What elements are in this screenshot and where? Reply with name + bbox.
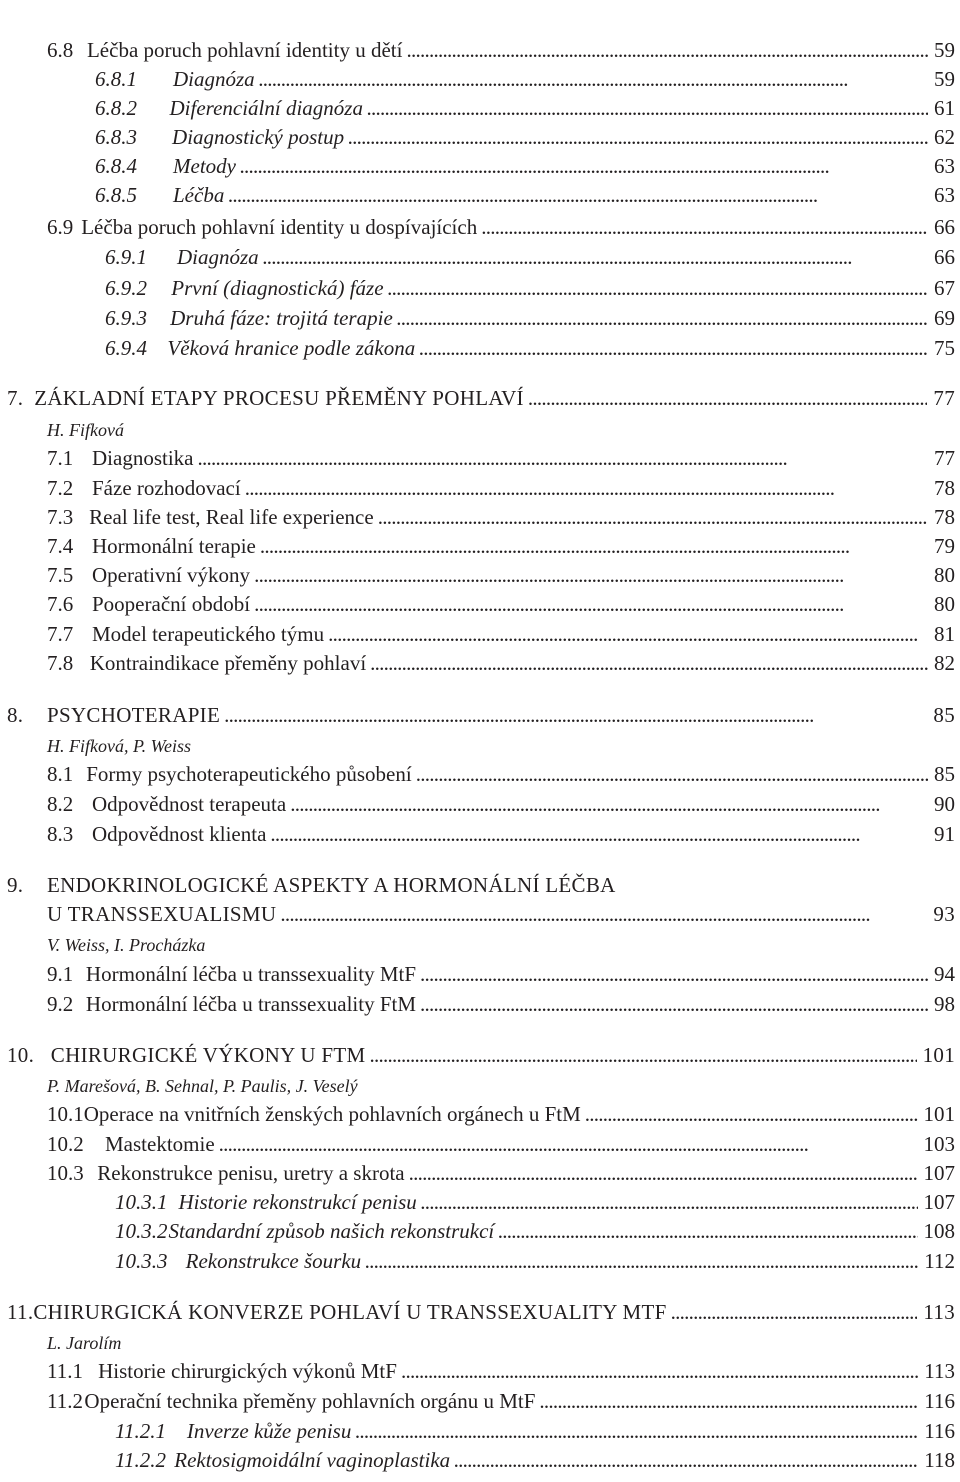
toc-entry: [47, 1389, 955, 1417]
entry-number: 6.8.4: [95, 154, 137, 178]
entry-number: 8.2: [47, 792, 74, 816]
entry-number: 10.3.3: [115, 1249, 168, 1273]
page-number: 81: [934, 622, 955, 646]
leader-dots: [498, 1219, 917, 1244]
page-number: 67: [934, 276, 955, 300]
page-number: 113: [924, 1359, 955, 1383]
entry-title: Léčba poruch pohlavní identity u dospívajících: [81, 215, 478, 239]
chapter-row: [7, 1043, 955, 1071]
toc-entry: [47, 822, 955, 850]
toc-entry: [105, 245, 955, 273]
leader-dots: [409, 1161, 918, 1186]
leader-dots: [328, 622, 928, 647]
leader-dots: [365, 1249, 918, 1274]
entry-number: 7.4: [47, 534, 74, 558]
leader-dots: [420, 962, 928, 987]
entry-title: Real life test, Real life experience: [89, 505, 374, 529]
page-number: 94: [934, 962, 955, 986]
entry-title: Druhá fáze: trojitá terapie: [170, 306, 393, 330]
toc-entry: [47, 534, 955, 562]
toc-entry: [95, 183, 955, 211]
entry-number: 10.2: [47, 1132, 84, 1156]
toc-entry: [95, 96, 955, 124]
leader-dots: [240, 154, 928, 179]
page-number: 63: [934, 154, 955, 178]
page-number: 66: [934, 245, 955, 269]
entry-title: Léčba: [173, 183, 225, 207]
leader-dots: [406, 38, 928, 63]
leader-dots: [224, 703, 927, 728]
toc-entry: [47, 38, 955, 66]
entry-number: 11.2.1: [115, 1419, 166, 1443]
chapter-title-first: ENDOKRINOLOGICKÉ ASPEKTY A HORMONÁLNÍ LÉČBA: [47, 873, 616, 897]
page-number: 103: [923, 1132, 955, 1156]
entry-title: Historie rekonstrukcí penisu: [178, 1190, 417, 1214]
entry-title: Formy psychoterapeutického působení: [86, 762, 412, 786]
chapter-author: H. Fifková, P. Weiss: [47, 736, 191, 756]
entry-number: 11.1: [47, 1359, 83, 1383]
chapter-row: [7, 386, 955, 414]
leader-dots: [228, 183, 928, 208]
page-number: 113: [923, 1300, 955, 1324]
toc-entry: [105, 306, 955, 334]
entry-title: Pooperační období: [92, 592, 251, 616]
entry-title: Kontraindikace přeměny pohlaví: [89, 651, 367, 675]
entry-title: Rekonstrukce šourku: [185, 1249, 362, 1273]
leader-dots: [671, 1300, 918, 1325]
toc-entry: [47, 1132, 955, 1160]
leader-dots: [528, 386, 928, 411]
entry-number: 6.8.5: [95, 183, 137, 207]
entry-title: ZÁKLADNÍ ETAPY PROCESU PŘEMĚNY POHLAVÍ: [34, 386, 524, 410]
toc-entry: [95, 67, 955, 95]
leader-dots: [416, 762, 928, 787]
leader-dots: [419, 336, 928, 361]
leader-dots: [585, 1102, 918, 1127]
entry-title: Model terapeutického týmu: [92, 622, 325, 646]
leader-dots: [219, 1132, 918, 1157]
entry-number: 9.: [7, 873, 24, 897]
entry-number: 6.9.2: [105, 276, 147, 300]
toc-entry: [47, 651, 955, 679]
entry-number: 6.8.2: [95, 96, 137, 120]
leader-dots: [378, 505, 928, 530]
toc-entry: [47, 505, 955, 533]
leader-dots: [454, 1448, 918, 1473]
toc-entry: [47, 592, 955, 620]
entry-number: 8.3: [47, 822, 74, 846]
page-number: 98: [934, 992, 955, 1016]
chapter-author: P. Marešová, B. Sehnal, P. Paulis, J. Veselý: [47, 1076, 358, 1096]
page-number: 107: [923, 1190, 955, 1214]
entry-number: 7.2: [47, 476, 74, 500]
entry-title: Standardní způsob našich rekonstrukcí: [168, 1219, 495, 1243]
page-number: 78: [934, 505, 955, 529]
page-number: 59: [934, 38, 955, 62]
entry-title: Rektosigmoidální vaginoplastika: [174, 1448, 451, 1472]
toc-entry: [47, 1161, 955, 1189]
entry-title: Rekonstrukce penisu, uretry a skrota: [97, 1161, 405, 1185]
chapter-title-line1: [7, 873, 616, 901]
page-number: 77: [933, 386, 955, 410]
leader-dots: [348, 125, 928, 150]
page-number: 77: [934, 446, 955, 470]
entry-number: 7.: [7, 386, 24, 410]
leader-dots: [355, 1419, 918, 1444]
toc-entry: [115, 1219, 955, 1247]
entry-number: 6.9.1: [105, 245, 147, 269]
entry-number: 7.6: [47, 592, 74, 616]
toc-entry: [47, 446, 955, 474]
chapter-row: [7, 703, 955, 731]
toc-entry: [115, 1249, 955, 1277]
leader-dots: [420, 992, 928, 1017]
toc-entry: [115, 1419, 955, 1447]
entry-number: 11.: [7, 1300, 34, 1324]
entry-title: Diferenciální diagnóza: [169, 96, 363, 120]
chapter-author: H. Fifková: [47, 420, 124, 440]
page-number: 116: [924, 1419, 955, 1443]
entry-title: První (diagnostická) fáze: [171, 276, 384, 300]
entry-title: Věková hranice podle zákona: [167, 336, 416, 360]
entry-number: 8.: [7, 703, 24, 727]
page-number: 62: [934, 125, 955, 149]
toc-entry: [47, 992, 955, 1020]
toc-entry: [47, 1102, 955, 1130]
toc-entry: [47, 1359, 955, 1387]
leader-dots: [388, 276, 928, 301]
page-number: 79: [934, 534, 955, 558]
entry-number: 9.2: [47, 992, 74, 1016]
entry-title: Historie chirurgických výkonů MtF: [98, 1359, 397, 1383]
entry-number: 6.8: [47, 38, 74, 62]
toc-entry: [105, 336, 955, 364]
page-number: 61: [934, 96, 955, 120]
page-number: 69: [934, 306, 955, 330]
chapter-author: V. Weiss, I. Procházka: [47, 935, 206, 955]
page-number: 118: [924, 1448, 955, 1472]
leader-dots: [254, 592, 928, 617]
entry-number: 7.1: [47, 446, 74, 470]
entry-number: 10.3.2: [115, 1219, 168, 1243]
leader-dots: [367, 96, 928, 121]
toc-entry: [47, 215, 955, 243]
leader-dots: [397, 306, 928, 331]
leader-dots: [254, 563, 928, 588]
page-number: 63: [934, 183, 955, 207]
toc-entry: [47, 563, 955, 591]
entry-title: Diagnóza: [177, 245, 259, 269]
page-number: 112: [924, 1249, 955, 1273]
leader-dots: [401, 1359, 918, 1384]
page-number: 107: [923, 1161, 955, 1185]
entry-title: Mastektomie: [105, 1132, 215, 1156]
toc-entry: [47, 476, 955, 504]
entry-title: Fáze rozhodovací: [92, 476, 241, 500]
entry-number: 7.3: [47, 505, 74, 529]
page-number: 85: [933, 703, 955, 727]
toc-entry: [115, 1448, 955, 1476]
toc-entry: [95, 125, 955, 153]
toc-entry: [105, 276, 955, 304]
entry-title: Hormonální léčba u transsexuality FtM: [85, 992, 417, 1016]
entry-title: Metody: [173, 154, 236, 178]
page-number: 90: [934, 792, 955, 816]
entry-number: 10.3.1: [115, 1190, 168, 1214]
entry-title: Diagnostika: [92, 446, 194, 470]
leader-dots: [290, 792, 928, 817]
entry-title: Léčba poruch pohlavní identity u dětí: [86, 38, 403, 62]
toc-entry: [47, 962, 955, 990]
toc-entry: [95, 154, 955, 182]
entry-title: Operační technika přeměny pohlavních orgánu u MtF: [84, 1389, 536, 1413]
entry-number: 9.1: [47, 962, 74, 986]
entry-title: Operace na vnitřních ženských pohlavních orgánech u FtM: [83, 1102, 581, 1126]
chapter-row: [7, 902, 955, 930]
entry-number: 10.1: [47, 1102, 84, 1126]
leader-dots: [263, 245, 928, 270]
page-number: 91: [934, 822, 955, 846]
entry-number: 6.8.3: [95, 125, 137, 149]
leader-dots: [259, 67, 928, 92]
entry-title: Inverze kůže penisu: [186, 1419, 352, 1443]
entry-title: Operativní výkony: [92, 563, 251, 587]
entry-number: 11.2.2: [115, 1448, 166, 1472]
page-number: 59: [934, 67, 955, 91]
entry-number: 11.2: [47, 1389, 83, 1413]
page-number: 80: [934, 563, 955, 587]
entry-number: 6.9.4: [105, 336, 147, 360]
entry-title: Odpovědnost klienta: [92, 822, 267, 846]
entry-number: 7.8: [47, 651, 74, 675]
entry-number: 8.1: [47, 762, 74, 786]
toc-entry: [115, 1190, 955, 1218]
entry-title: Hormonální léčba u transsexuality MtF: [85, 962, 417, 986]
page-number: 93: [933, 902, 955, 926]
chapter-author: L. Jarolím: [47, 1333, 122, 1353]
toc-entry: [47, 792, 955, 820]
page-number: 101: [923, 1102, 955, 1126]
entry-title: PSYCHOTERAPIE: [47, 703, 221, 727]
entry-number: 6.9: [47, 215, 74, 239]
page-number: 101: [922, 1043, 955, 1067]
entry-title: CHIRURGICKÁ KONVERZE POHLAVÍ U TRANSSEXUALITY MTF: [33, 1300, 667, 1324]
leader-dots: [369, 1043, 916, 1068]
leader-dots: [280, 902, 927, 927]
entry-number: 7.5: [47, 563, 74, 587]
page-number: 80: [934, 592, 955, 616]
leader-dots: [270, 822, 928, 847]
entry-title: U TRANSSEXUALISMU: [47, 902, 277, 926]
entry-title: CHIRURGICKÉ VÝKONY U FTM: [50, 1043, 366, 1067]
leader-dots: [197, 446, 928, 471]
entry-number: 6.8.1: [95, 67, 137, 91]
entry-title: Diagnóza: [173, 67, 255, 91]
leader-dots: [481, 215, 928, 240]
leader-dots: [260, 534, 928, 559]
leader-dots: [370, 651, 928, 676]
page-number: 82: [934, 651, 955, 675]
toc-entry: [47, 622, 955, 650]
entry-number: 7.7: [47, 622, 74, 646]
page-number: 78: [934, 476, 955, 500]
page-number: 85: [934, 762, 955, 786]
page-number: 116: [924, 1389, 955, 1413]
entry-title: Odpovědnost terapeuta: [92, 792, 287, 816]
entry-number: 10.: [7, 1043, 35, 1067]
page-number: 66: [934, 215, 955, 239]
leader-dots: [245, 476, 928, 501]
page-number: 108: [923, 1219, 955, 1243]
leader-dots: [421, 1190, 918, 1215]
entry-number: 6.9.3: [105, 306, 147, 330]
leader-dots: [539, 1389, 918, 1414]
chapter-row: [7, 1300, 955, 1328]
entry-title: Diagnostický postup: [172, 125, 345, 149]
toc-entry: [47, 762, 955, 790]
entry-number: 10.3: [47, 1161, 84, 1185]
page-number: 75: [934, 336, 955, 360]
entry-title: Hormonální terapie: [92, 534, 256, 558]
